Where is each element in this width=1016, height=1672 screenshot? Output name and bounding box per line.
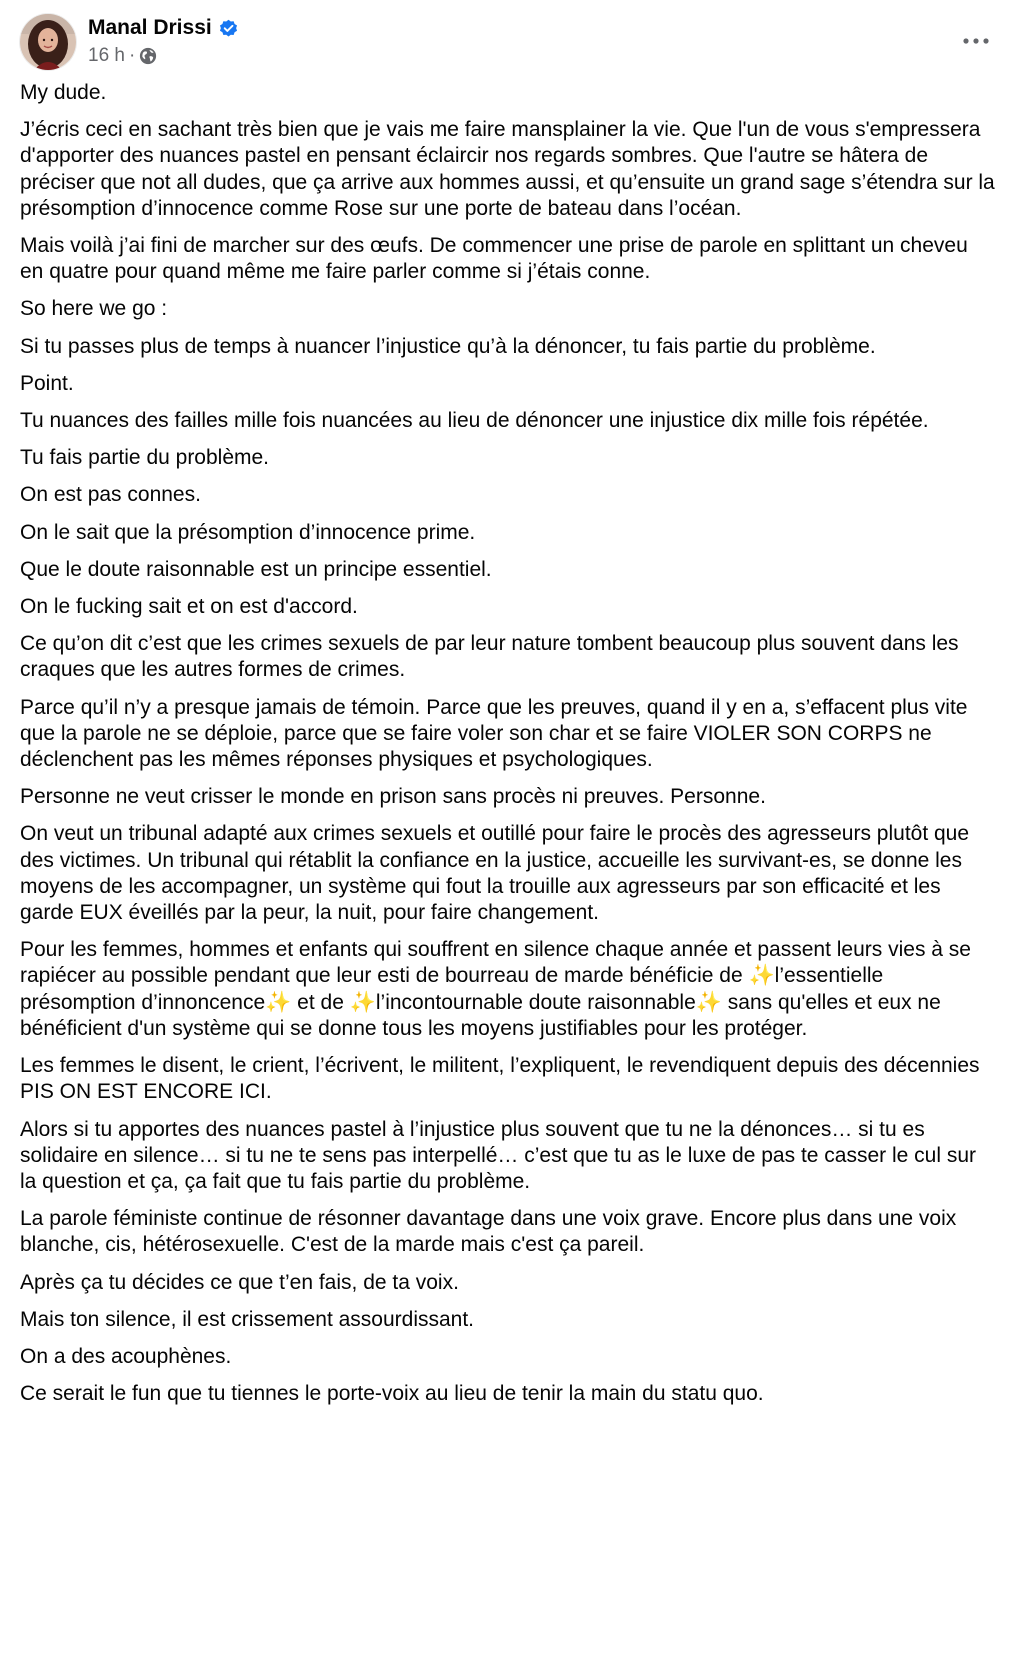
sparkle-text: l’essentielle présomption d’innoncence bbox=[20, 964, 884, 1014]
sparkle-icon: ✨ bbox=[349, 990, 376, 1014]
sparkle-text: et de bbox=[291, 990, 350, 1014]
sparkle-text: sans qu'elles et eux ne bénéficient d'un système qui se donne tous les moyens justifiables pour les protéger. bbox=[20, 990, 941, 1040]
paragraph: On a des acouphènes. bbox=[20, 1344, 232, 1368]
paragraph-with-sparkles bbox=[20, 937, 996, 1042]
paragraph: Tu nuances des failles mille fois nuancées au lieu de dénoncer une injustice dix mille fois répétée. bbox=[20, 409, 929, 433]
paragraph: So here we go : bbox=[20, 297, 168, 321]
paragraph: J’écris ceci en sachant très bien que je vais me faire mansplainer la vie. Que l'un de vous s'empressera d'apporter des nuances pastel en pensant éclaircir nos regards sombres. Que l'autre se hâtera de préciser que not all dudes, que ça arrive aux hommes aussi, et qu’ensuite un grand sage s’étendra sur la présomption d’innocence comme Rose sur une porte de bateau dans l’océan. bbox=[20, 118, 995, 220]
paragraph: On le fucking sait et on est d'accord. bbox=[20, 595, 358, 619]
verified-badge-icon bbox=[219, 19, 238, 38]
meta-separator: · bbox=[128, 45, 136, 66]
post-meta bbox=[88, 45, 157, 67]
paragraph: On le sait que la présomption d’innocence prime. bbox=[20, 520, 476, 544]
paragraph: Que le doute raisonnable est un principe essentiel. bbox=[20, 557, 492, 581]
globe-icon[interactable] bbox=[139, 47, 157, 65]
paragraph: Mais ton silence, il est crissement assourdissant. bbox=[20, 1307, 475, 1331]
author-avatar[interactable] bbox=[20, 14, 76, 70]
paragraph: Si tu passes plus de temps à nuancer l’injustice qu’à la dénoncer, tu fais partie du problème. bbox=[20, 334, 876, 358]
paragraph: Ce qu’on dit c’est que les crimes sexuels de par leur nature tombent beaucoup plus souvent dans les craques que les autres formes de crimes. bbox=[20, 632, 959, 682]
post-header bbox=[20, 14, 996, 74]
paragraph: Les femmes le disent, le crient, l’écrivent, le militent, l’expliquent, le revendiquent depuis des décennies PIS ON EST ENCORE ICI. bbox=[20, 1054, 980, 1104]
paragraph: Point. bbox=[20, 371, 74, 395]
paragraph: Personne ne veut crisser le monde en prison sans procès ni preuves. Personne. bbox=[20, 785, 766, 809]
profile-photo-icon bbox=[20, 14, 76, 70]
sparkle-icon: ✨ bbox=[748, 964, 775, 988]
paragraph: Ce serait le fun que tu tiennes le porte-voix au lieu de tenir la main du statu quo. bbox=[20, 1382, 764, 1406]
more-options-icon[interactable] bbox=[958, 30, 994, 52]
paragraph: Mais voilà j’ai fini de marcher sur des œufs. De commencer une prise de parole en splittant un cheveu en quatre pour quand même me faire parler comme si j’étais conne. bbox=[20, 234, 968, 284]
paragraph: Parce qu’il n’y a presque jamais de témoin. Parce que les preuves, quand il y en a, s’effacent plus vite que la parole ne se déploie, parce que se faire voler son char et se faire VIOLER SON CORPS ne déclenchent pas les mêmes réponses physiques et psychologiques. bbox=[20, 695, 968, 772]
paragraph: La parole féministe continue de résonner davantage dans une voix grave. Encore plus dans une voix blanche, cis, hétérosexuelle. C'est de la marde mais c'est ça pareil. bbox=[20, 1207, 957, 1257]
paragraph: Tu fais partie du problème. bbox=[20, 446, 270, 470]
paragraph: Alors si tu apportes des nuances pastel à l’injustice plus souvent que tu ne la dénonces… si tu es solidaire en silence… si tu ne te sens pas interpellé… c’est que tu as le luxe de pas te casser le cul sur la question et ça, ça fait que tu fais partie du problème. bbox=[20, 1117, 977, 1193]
post-time-link[interactable]: 16 h bbox=[88, 45, 125, 66]
sparkle-text: l’incontournable doute raisonnable bbox=[375, 990, 696, 1014]
paragraph: My dude. bbox=[20, 81, 107, 104]
paragraph: Après ça tu décides ce que t’en fais, de ta voix. bbox=[20, 1270, 459, 1294]
paragraph: On veut un tribunal adapté aux crimes sexuels et outillé pour faire le procès des agresseurs plutôt que des victimes. Un tribunal qui rétablit la confiance en la justice, accueille les survivant-es, se donne les moyens de les accompagner, un système qui fout la trouille aux agresseurs par son efficacité et les garde EUX éveillés par la peur, la nuit, pour faire changement. bbox=[20, 822, 970, 925]
author-name-link[interactable] bbox=[88, 16, 238, 40]
sparkle-text: Pour les femmes, hommes et enfants qui souffrent en silence chaque année et passent leurs vies à se rapiécer au possible pendant que leur esti de bourreau de marde bénéficie de bbox=[20, 938, 971, 988]
sparkle-icon: ✨ bbox=[265, 990, 292, 1014]
author-name[interactable]: Manal Drissi bbox=[88, 16, 212, 39]
paragraph: On est pas connes. bbox=[20, 483, 201, 507]
sparkle-icon: ✨ bbox=[695, 990, 722, 1014]
post-body bbox=[20, 80, 996, 1418]
